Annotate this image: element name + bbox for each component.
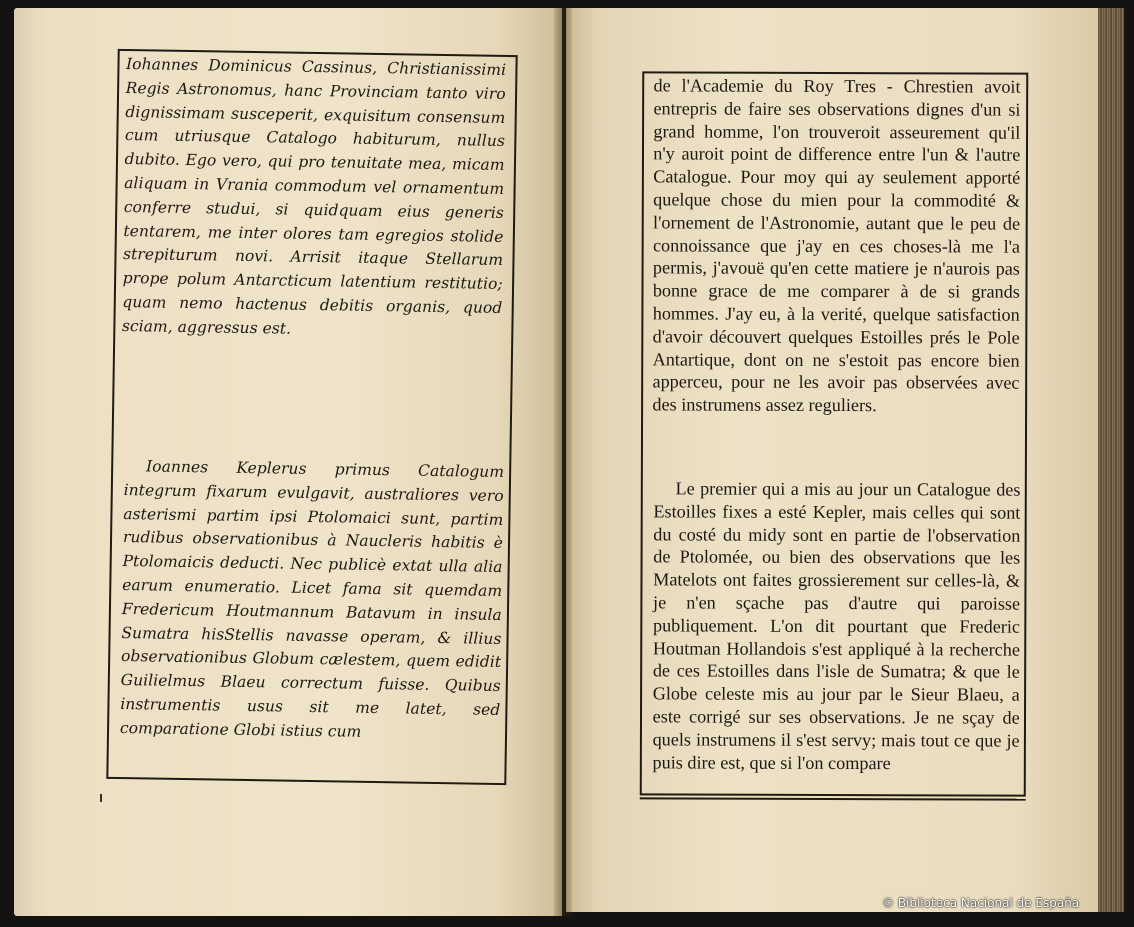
- library-watermark: © Biblioteca Nacional de España: [882, 896, 1080, 910]
- page-edges: [1098, 8, 1124, 912]
- french-paragraph-1: de l'Academie du Roy Tres - Chrestien avoit entrepris de faire ses observations dignes d'un si grand homme, l'on trouveroit asseurement qu'il n'y auroit point de difference entre l'un & l'autre Catalogue. Pour moy qui ay seulement apporté quelque chose du mien pour la commodité & l'ornement de l'Astronomie, autant que le peu de connoissance que j'ay en ces choses-là me l'a permis, j'avouë qu'en cette matiere je n'aurois pas bonne grace de me comparer à de si grands hommes. J'ay eu, à la verité, quelque satisfaction d'avoir découvert quelques Estoilles prés le Pole Antartique, dont on ne s'estoit pas encore bien apperceu, pour ne les avoir pas observées avec des instrumens assez reguliers.: [652, 75, 1021, 416]
- latin-paragraph-1: Iohannes Dominicus Cassinus, Christianissimi Regis Astronomus, hanc Provinciam tanto viro dignissimam susceperit, exquisitum consensum cum utriusque Catalogo habiturum, nullus dubito. Ego vero, qui pro tenuitate mea, micam aliquam in Vrania commodum vel ornamentum conferre studui, si quidquam eius generis tentarem, me inter olores tam egregios stolide strepiturum novi. Arrisit itaque Stellarum prope polum Antarcticum latentium restitutio; quam nemo hactenus debitis organis, quod sciam, aggressus est.: [121, 55, 507, 338]
- french-paragraph-2: Le premier qui a mis au jour un Catalogue des Estoilles fixes a esté Kepler, mais celles qui sont du costé du midy sont en partie de l'observation de Ptolomée, ou bien des observations que les Matelots ont faites grossierement sur celles-là, & je n'en sçache pas d'autre qui paroisse publiquement. L'on dit pourtant que Frederic Houtman Hollandois s'est appliqué à la recherche de ces Estoilles dans l'isle de Sumatra; & que le Globe celeste mis au jour par le Sieur Blaeu, a este corrigé sur ses observations. Je ne sçay de quels instrumens il s'est servy; mais tout ce que je puis dire est, que si l'on compare: [652, 478, 1021, 773]
- latin-paragraph-2: Ioannes Keplerus primus Catalogum integrum fixarum evulgavit, australiores vero asterismi partim ipsi Ptolomaici sunt, partim rudibus observationibus à Naucleris habitis è Ptolomaicis deducti. Nec publicè extat ulla alia earum enumeratio. Licet fama sit quemdam Fredericum Houtmannum Batavum in insula Sumatra hisStellis navasse operam, & illius observationibus Globum cælestem, quem edidit Guilielmus Blaeu correctum fuisse. Quibus instrumentis usus sit me latet, sed comparatione Globi istius cum: [119, 457, 505, 741]
- book-gutter: [554, 8, 572, 916]
- ink-speck: [100, 794, 102, 802]
